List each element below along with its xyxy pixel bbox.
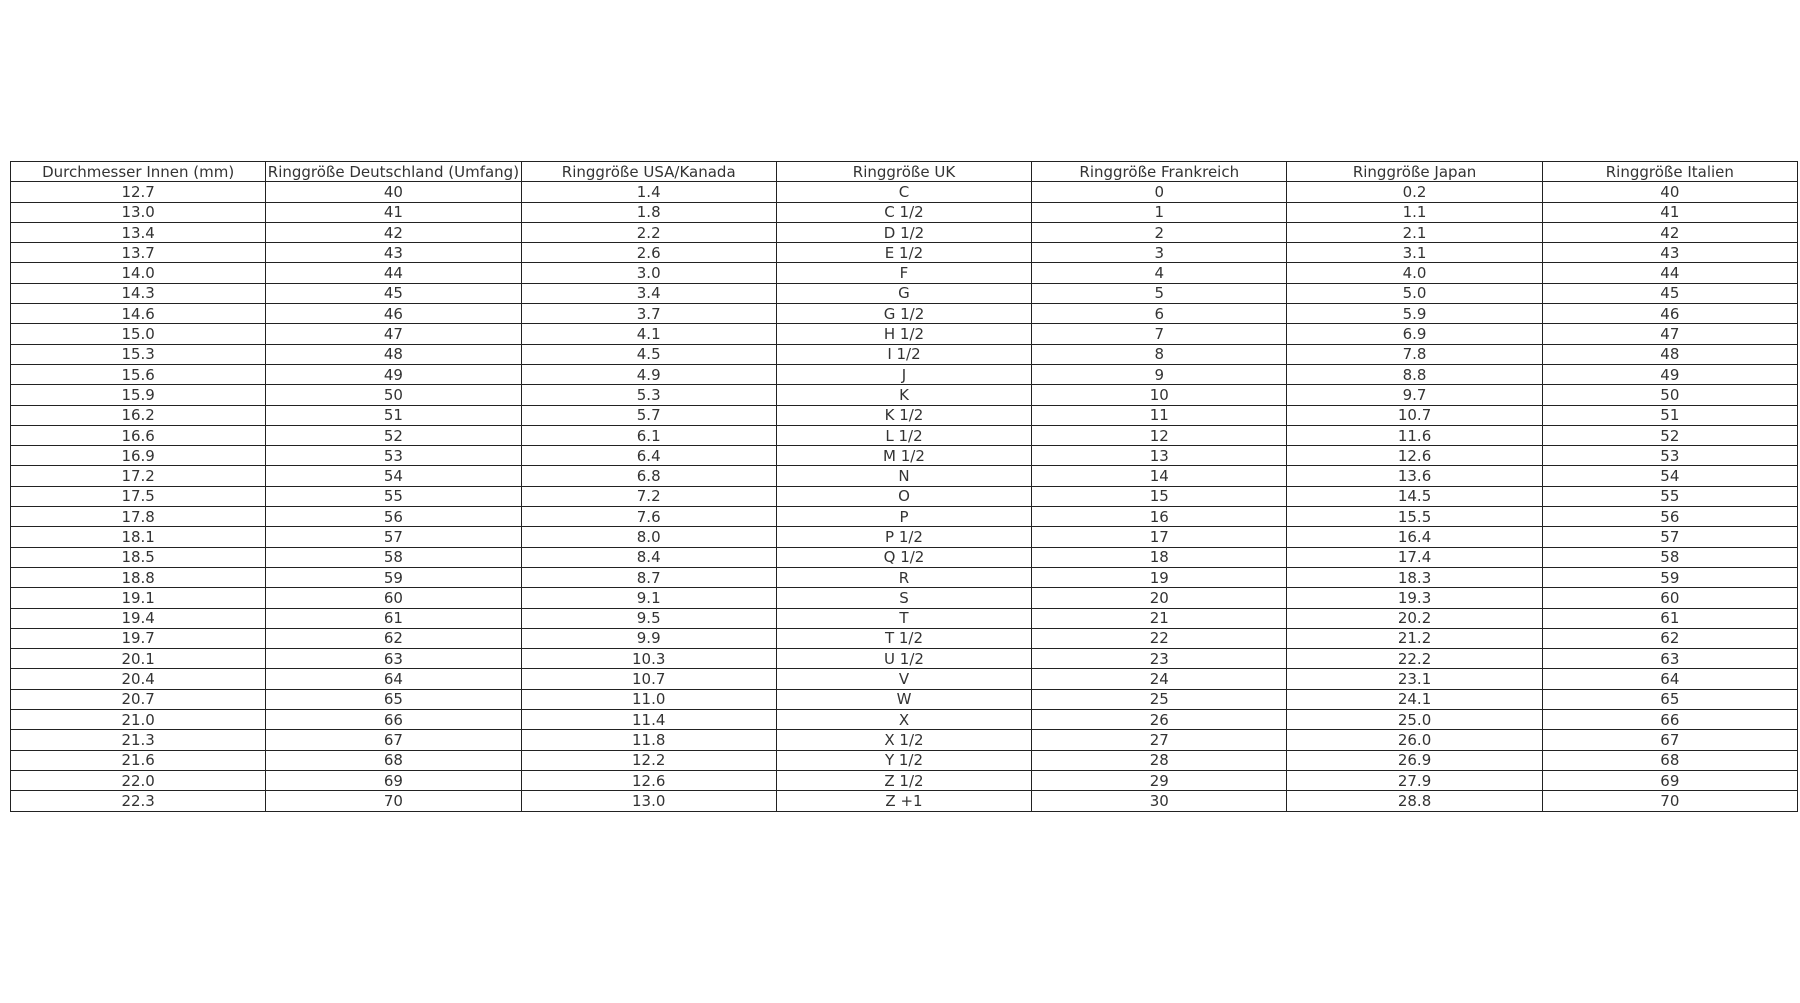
table-cell: 13.4 xyxy=(11,222,266,242)
table-cell: 49 xyxy=(266,364,521,384)
table-cell: R xyxy=(776,567,1031,587)
table-row xyxy=(11,649,1798,669)
table-cell: 14.5 xyxy=(1287,486,1542,506)
table-cell: S xyxy=(776,588,1031,608)
table-cell: 2.2 xyxy=(521,222,776,242)
table-row xyxy=(11,385,1798,405)
table-cell: 63 xyxy=(266,649,521,669)
table-cell: 55 xyxy=(266,486,521,506)
column-header: Ringgröße UK xyxy=(776,162,1031,182)
table-cell: 8.4 xyxy=(521,547,776,567)
table-cell: 14.3 xyxy=(11,283,266,303)
table-cell: 28.8 xyxy=(1287,791,1542,811)
table-cell: 27 xyxy=(1032,730,1287,750)
table-cell: 42 xyxy=(1542,222,1797,242)
table-cell: 43 xyxy=(266,243,521,263)
table-cell: 19.3 xyxy=(1287,588,1542,608)
table-cell: 68 xyxy=(266,750,521,770)
table-cell: 17.5 xyxy=(11,486,266,506)
table-cell: 3 xyxy=(1032,243,1287,263)
table-cell: 17.8 xyxy=(11,507,266,527)
table-row xyxy=(11,222,1798,242)
table-cell: 16.6 xyxy=(11,425,266,445)
table-cell: 1.1 xyxy=(1287,202,1542,222)
table-cell: 40 xyxy=(266,182,521,202)
table-cell: 22.0 xyxy=(11,770,266,790)
table-cell: 9.1 xyxy=(521,588,776,608)
table-row xyxy=(11,283,1798,303)
table-body xyxy=(11,182,1798,811)
table-cell: 70 xyxy=(266,791,521,811)
table-cell: 25 xyxy=(1032,689,1287,709)
table-cell: 16 xyxy=(1032,507,1287,527)
table-cell: Z +1 xyxy=(776,791,1031,811)
table-cell: E 1/2 xyxy=(776,243,1031,263)
table-cell: 41 xyxy=(266,202,521,222)
table-cell: 15.0 xyxy=(11,324,266,344)
table-cell: 8.0 xyxy=(521,527,776,547)
table-cell: 48 xyxy=(266,344,521,364)
table-cell: 13.6 xyxy=(1287,466,1542,486)
table-row xyxy=(11,486,1798,506)
table-cell: 20.2 xyxy=(1287,608,1542,628)
table-cell: 22 xyxy=(1032,628,1287,648)
table-cell: 18.8 xyxy=(11,567,266,587)
column-header: Ringgröße Frankreich xyxy=(1032,162,1287,182)
table-cell: 14 xyxy=(1032,466,1287,486)
table-cell: 58 xyxy=(266,547,521,567)
table-cell: K 1/2 xyxy=(776,405,1031,425)
table-cell: 19.7 xyxy=(11,628,266,648)
table-cell: 22.3 xyxy=(11,791,266,811)
table-cell: 47 xyxy=(1542,324,1797,344)
table-cell: 7.6 xyxy=(521,507,776,527)
table-cell: 20 xyxy=(1032,588,1287,608)
table-cell: 30 xyxy=(1032,791,1287,811)
table-cell: 26 xyxy=(1032,710,1287,730)
table-cell: 9.9 xyxy=(521,628,776,648)
table-cell: 3.7 xyxy=(521,304,776,324)
table-cell: 62 xyxy=(266,628,521,648)
table-row xyxy=(11,425,1798,445)
table-cell: X 1/2 xyxy=(776,730,1031,750)
table-cell: 3.0 xyxy=(521,263,776,283)
table-cell: P xyxy=(776,507,1031,527)
table-cell: 25.0 xyxy=(1287,710,1542,730)
table-cell: 66 xyxy=(1542,710,1797,730)
table-cell: 57 xyxy=(266,527,521,547)
table-cell: 65 xyxy=(1542,689,1797,709)
header-row xyxy=(11,162,1798,182)
table-cell: 24.1 xyxy=(1287,689,1542,709)
table-row xyxy=(11,405,1798,425)
table-cell: 12.6 xyxy=(521,770,776,790)
table-cell: 15 xyxy=(1032,486,1287,506)
table-cell: 7.2 xyxy=(521,486,776,506)
table-cell: 12.7 xyxy=(11,182,266,202)
table-row xyxy=(11,730,1798,750)
table-cell: 59 xyxy=(1542,567,1797,587)
table-cell: 51 xyxy=(266,405,521,425)
table-cell: 11.4 xyxy=(521,710,776,730)
table-cell: 62 xyxy=(1542,628,1797,648)
table-cell: 9.5 xyxy=(521,608,776,628)
table-cell: 28 xyxy=(1032,750,1287,770)
table-cell: 10.7 xyxy=(521,669,776,689)
table-cell: 4.9 xyxy=(521,364,776,384)
table-cell: 51 xyxy=(1542,405,1797,425)
table-cell: 45 xyxy=(1542,283,1797,303)
table-cell: 8 xyxy=(1032,344,1287,364)
table-cell: 44 xyxy=(1542,263,1797,283)
table-row xyxy=(11,466,1798,486)
table-cell: 7 xyxy=(1032,324,1287,344)
table-cell: 40 xyxy=(1542,182,1797,202)
table-cell: 57 xyxy=(1542,527,1797,547)
table-cell: 66 xyxy=(266,710,521,730)
table-cell: 1.8 xyxy=(521,202,776,222)
table-cell: 12.6 xyxy=(1287,446,1542,466)
table-cell: 0.2 xyxy=(1287,182,1542,202)
table-row xyxy=(11,770,1798,790)
table-cell: 43 xyxy=(1542,243,1797,263)
table-cell: Z 1/2 xyxy=(776,770,1031,790)
table-cell: 13.7 xyxy=(11,243,266,263)
table-cell: 53 xyxy=(1542,446,1797,466)
table-cell: 21.0 xyxy=(11,710,266,730)
table-cell: 61 xyxy=(1542,608,1797,628)
table-row xyxy=(11,182,1798,202)
table-cell: G 1/2 xyxy=(776,304,1031,324)
table-cell: 8.8 xyxy=(1287,364,1542,384)
table-cell: 9.7 xyxy=(1287,385,1542,405)
table-cell: 15.3 xyxy=(11,344,266,364)
table-cell: 6 xyxy=(1032,304,1287,324)
table-cell: F xyxy=(776,263,1031,283)
table-cell: 22.2 xyxy=(1287,649,1542,669)
table-cell: 0 xyxy=(1032,182,1287,202)
table-cell: 20.1 xyxy=(11,649,266,669)
table-cell: I 1/2 xyxy=(776,344,1031,364)
table-row xyxy=(11,507,1798,527)
table-row xyxy=(11,364,1798,384)
table-cell: 5.3 xyxy=(521,385,776,405)
table-cell: 26.9 xyxy=(1287,750,1542,770)
table-cell: 17.2 xyxy=(11,466,266,486)
table-cell: 18 xyxy=(1032,547,1287,567)
table-cell: 5.0 xyxy=(1287,283,1542,303)
table-cell: 6.4 xyxy=(521,446,776,466)
table-cell: 3.4 xyxy=(521,283,776,303)
table-cell: 19.4 xyxy=(11,608,266,628)
table-cell: 21.6 xyxy=(11,750,266,770)
table-cell: 53 xyxy=(266,446,521,466)
table-row xyxy=(11,628,1798,648)
table-cell: 14.6 xyxy=(11,304,266,324)
table-cell: K xyxy=(776,385,1031,405)
table-cell: 64 xyxy=(266,669,521,689)
table-cell: 21.2 xyxy=(1287,628,1542,648)
table-cell: 6.8 xyxy=(521,466,776,486)
table-cell: 42 xyxy=(266,222,521,242)
table-cell: 21.3 xyxy=(11,730,266,750)
table-cell: 50 xyxy=(266,385,521,405)
column-header: Ringgröße Italien xyxy=(1542,162,1797,182)
table-cell: 20.7 xyxy=(11,689,266,709)
table-row xyxy=(11,243,1798,263)
table-cell: V xyxy=(776,669,1031,689)
table-row xyxy=(11,588,1798,608)
table-cell: D 1/2 xyxy=(776,222,1031,242)
table-row xyxy=(11,567,1798,587)
table-cell: 41 xyxy=(1542,202,1797,222)
table-cell: 44 xyxy=(266,263,521,283)
table-cell: L 1/2 xyxy=(776,425,1031,445)
table-cell: M 1/2 xyxy=(776,446,1031,466)
table-row xyxy=(11,304,1798,324)
table-cell: T 1/2 xyxy=(776,628,1031,648)
column-header: Ringgröße USA/Kanada xyxy=(521,162,776,182)
table-row xyxy=(11,608,1798,628)
table-cell: 24 xyxy=(1032,669,1287,689)
table-cell: 26.0 xyxy=(1287,730,1542,750)
table-cell: 2.6 xyxy=(521,243,776,263)
table-cell: 11.6 xyxy=(1287,425,1542,445)
table-cell: 19 xyxy=(1032,567,1287,587)
table-cell: 60 xyxy=(1542,588,1797,608)
table-cell: 50 xyxy=(1542,385,1797,405)
table-cell: 69 xyxy=(1542,770,1797,790)
table-cell: 70 xyxy=(1542,791,1797,811)
column-header: Durchmesser Innen (mm) xyxy=(11,162,266,182)
table-cell: 6.1 xyxy=(521,425,776,445)
table-cell: 12 xyxy=(1032,425,1287,445)
table-cell: H 1/2 xyxy=(776,324,1031,344)
table-cell: 48 xyxy=(1542,344,1797,364)
table-header xyxy=(11,162,1798,182)
table-cell: J xyxy=(776,364,1031,384)
column-header: Ringgröße Japan xyxy=(1287,162,1542,182)
table-cell: 54 xyxy=(1542,466,1797,486)
table-cell: O xyxy=(776,486,1031,506)
table-cell: 20.4 xyxy=(11,669,266,689)
table-cell: 4.1 xyxy=(521,324,776,344)
table-cell: 13 xyxy=(1032,446,1287,466)
table-row xyxy=(11,263,1798,283)
table-cell: 23 xyxy=(1032,649,1287,669)
table-cell: 2.1 xyxy=(1287,222,1542,242)
column-header: Ringgröße Deutschland (Umfang) xyxy=(267,162,520,181)
table-row xyxy=(11,669,1798,689)
table-cell: 60 xyxy=(266,588,521,608)
table-cell: 19.1 xyxy=(11,588,266,608)
table-cell: 27.9 xyxy=(1287,770,1542,790)
table-cell: 4 xyxy=(1032,263,1287,283)
table-cell: 64 xyxy=(1542,669,1797,689)
table-row xyxy=(11,547,1798,567)
table-cell: C xyxy=(776,182,1031,202)
table-cell: 5.7 xyxy=(521,405,776,425)
table-cell: 11 xyxy=(1032,405,1287,425)
table-cell: 58 xyxy=(1542,547,1797,567)
table-cell: 45 xyxy=(266,283,521,303)
table-row xyxy=(11,344,1798,364)
table-row xyxy=(11,202,1798,222)
table-cell: 69 xyxy=(266,770,521,790)
table-row xyxy=(11,791,1798,811)
table-cell: 59 xyxy=(266,567,521,587)
table-cell: 16.4 xyxy=(1287,527,1542,547)
table-cell: 52 xyxy=(1542,425,1797,445)
table-cell: 17 xyxy=(1032,527,1287,547)
table-cell: 55 xyxy=(1542,486,1797,506)
table-row xyxy=(11,324,1798,344)
table-cell: 56 xyxy=(266,507,521,527)
table-cell: 29 xyxy=(1032,770,1287,790)
table-cell: 9 xyxy=(1032,364,1287,384)
table-cell: 15.5 xyxy=(1287,507,1542,527)
table-cell: 8.7 xyxy=(521,567,776,587)
table-cell: 54 xyxy=(266,466,521,486)
table-cell: 16.9 xyxy=(11,446,266,466)
table-cell: 13.0 xyxy=(11,202,266,222)
table-cell: C 1/2 xyxy=(776,202,1031,222)
table-cell: N xyxy=(776,466,1031,486)
table-cell: X xyxy=(776,710,1031,730)
table-cell: 46 xyxy=(1542,304,1797,324)
table-cell: 4.5 xyxy=(521,344,776,364)
table-cell: 52 xyxy=(266,425,521,445)
table-row xyxy=(11,710,1798,730)
table-row xyxy=(11,750,1798,770)
ring-size-table xyxy=(10,161,1798,812)
table-cell: 13.0 xyxy=(521,791,776,811)
table-cell: 47 xyxy=(266,324,521,344)
table-cell: 7.8 xyxy=(1287,344,1542,364)
table-cell: 14.0 xyxy=(11,263,266,283)
table-cell: W xyxy=(776,689,1031,709)
table-cell: 1 xyxy=(1032,202,1287,222)
table-cell: 10.3 xyxy=(521,649,776,669)
table-cell: 21 xyxy=(1032,608,1287,628)
table-cell: 11.8 xyxy=(521,730,776,750)
table-cell: 56 xyxy=(1542,507,1797,527)
table-cell: 10.7 xyxy=(1287,405,1542,425)
table-cell: 17.4 xyxy=(1287,547,1542,567)
table-row xyxy=(11,527,1798,547)
table-cell: 67 xyxy=(1542,730,1797,750)
table-cell: 63 xyxy=(1542,649,1797,669)
table-row xyxy=(11,446,1798,466)
table-cell: 18.3 xyxy=(1287,567,1542,587)
table-cell: P 1/2 xyxy=(776,527,1031,547)
table-cell: 18.1 xyxy=(11,527,266,547)
table-cell: U 1/2 xyxy=(776,649,1031,669)
table-cell: 3.1 xyxy=(1287,243,1542,263)
table-cell: 67 xyxy=(266,730,521,750)
table-cell: 4.0 xyxy=(1287,263,1542,283)
table-cell: 15.9 xyxy=(11,385,266,405)
table-cell: 46 xyxy=(266,304,521,324)
table-cell: 5.9 xyxy=(1287,304,1542,324)
table-cell: Q 1/2 xyxy=(776,547,1031,567)
table-cell: 61 xyxy=(266,608,521,628)
table-cell: 2 xyxy=(1032,222,1287,242)
table-cell: 1.4 xyxy=(521,182,776,202)
table-cell: 49 xyxy=(1542,364,1797,384)
table-cell: 68 xyxy=(1542,750,1797,770)
table-cell: 16.2 xyxy=(11,405,266,425)
table-cell: 12.2 xyxy=(521,750,776,770)
table-cell: 65 xyxy=(266,689,521,709)
table-cell: 23.1 xyxy=(1287,669,1542,689)
table-cell: Y 1/2 xyxy=(776,750,1031,770)
table-cell: 6.9 xyxy=(1287,324,1542,344)
table-cell: 10 xyxy=(1032,385,1287,405)
table-cell: 18.5 xyxy=(11,547,266,567)
table-cell: 5 xyxy=(1032,283,1287,303)
table-row xyxy=(11,689,1798,709)
table-cell: 11.0 xyxy=(521,689,776,709)
table-cell: 15.6 xyxy=(11,364,266,384)
table-cell: G xyxy=(776,283,1031,303)
table-cell: T xyxy=(776,608,1031,628)
